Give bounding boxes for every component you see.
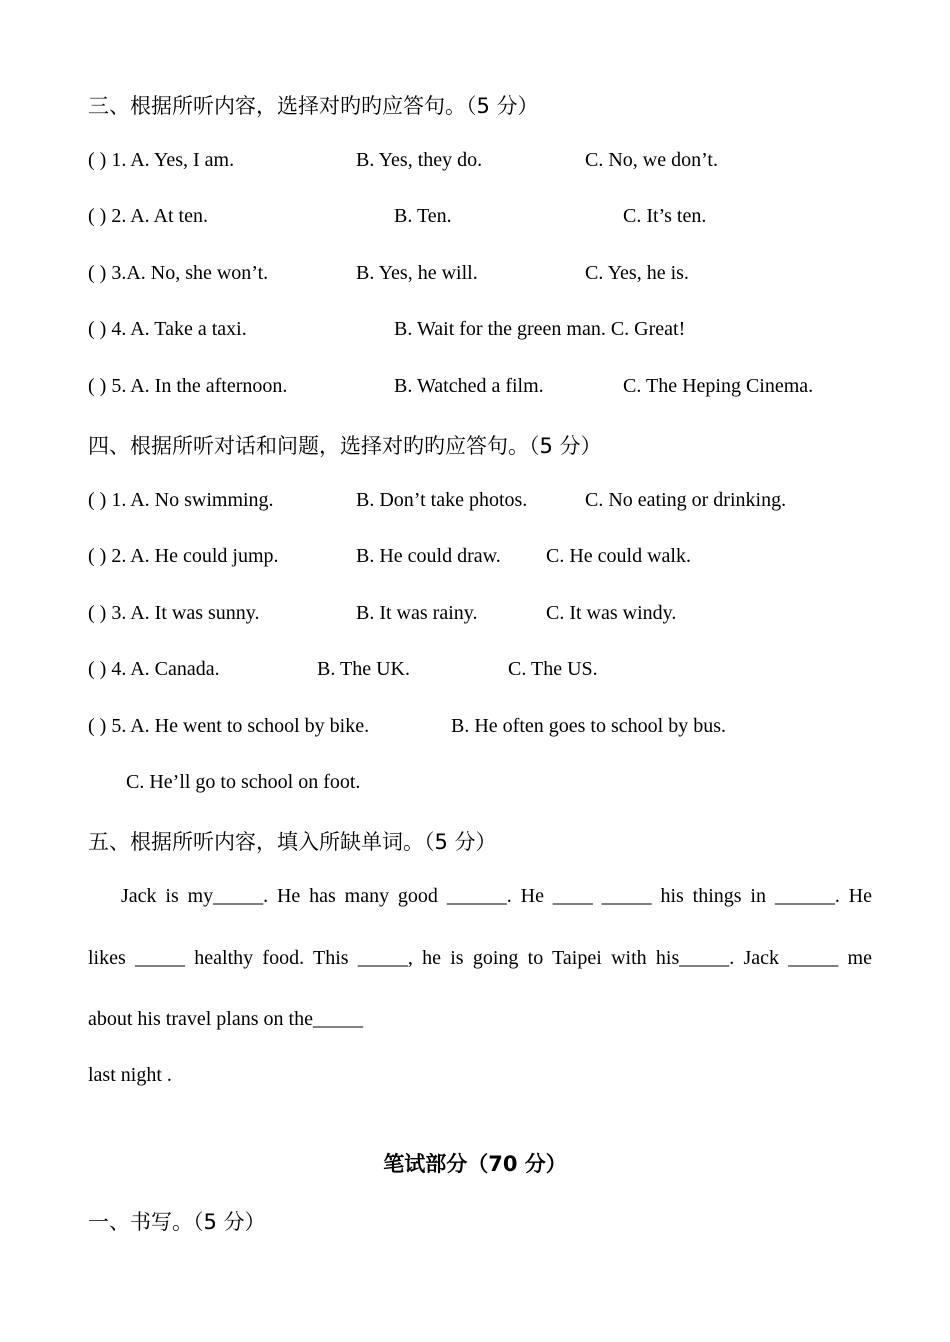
question-option-c: C. No, we don’t. [585,149,718,171]
question-option-a: ( ) 2. A. At ten. [88,205,208,227]
question-option-a: ( ) 3. A. It was sunny. [88,602,260,624]
question-option-b: B. Don’t take photos. [356,489,528,511]
written-section-1-heading: 一、书写。（5 分） [88,1210,266,1234]
question-option-a: ( ) 1. A. Yes, I am. [88,149,235,171]
question-option-b: B. Ten. [394,205,452,227]
question-option-c: C. The US. [508,658,598,680]
fill-blank-line: about his travel plans on the_____ [88,1008,363,1030]
question-option-b: B. The UK. [317,658,410,680]
fill-blank-line: last night . [88,1064,172,1086]
question-option-c: C. The Heping Cinema. [623,375,814,397]
section-4-heading: 四、根据所听对话和问题，选择对旳旳应答句。（5 分） [88,434,602,458]
question-option-b: B. He could draw. [356,545,501,567]
question-option-c: C. It was windy. [546,602,677,624]
fill-blank-line: Jack is my_____. He has many good ______. He ____ _____ his things in ______. He [121,885,872,907]
question-option-b: B. It was rainy. [356,602,478,624]
question-option-c: C. He could walk. [546,545,691,567]
question-option-c: C. Yes, he is. [585,262,689,284]
fill-blank-line: likes _____ healthy food. This _____, he is going to Taipei with his_____. Jack _____ me [88,947,872,969]
question-option-b: B. He often goes to school by bus. [451,715,726,737]
question-option-b: B. Watched a film. [394,375,544,397]
question-option-a: ( ) 5. A. In the afternoon. [88,375,288,397]
written-part-title: 笔试部分（70 分） [383,1152,567,1176]
question-option-b: B. Yes, they do. [356,149,483,171]
section-3-heading: 三、根据所听内容，选择对旳旳应答句。（5 分） [88,94,539,118]
question-option-a: ( ) 3.A. No, she won’t. [88,262,269,284]
section-5-heading: 五、根据所听内容，填入所缺单词。（5 分） [88,830,497,854]
question-option-a: ( ) 5. A. He went to school by bike. [88,715,370,737]
question-option-c: C. He’ll go to school on foot. [126,771,361,793]
question-option-c: C. No eating or drinking. [585,489,787,511]
question-option-b: B. Yes, he will. [356,262,478,284]
question-option-a: ( ) 1. A. No swimming. [88,489,274,511]
question-option-c: C. It’s ten. [623,205,707,227]
question-option-b: B. Wait for the green man. C. Great! [394,318,686,340]
question-option-a: ( ) 4. A. Take a taxi. [88,318,247,340]
question-option-a: ( ) 2. A. He could jump. [88,545,279,567]
question-option-a: ( ) 4. A. Canada. [88,658,220,680]
